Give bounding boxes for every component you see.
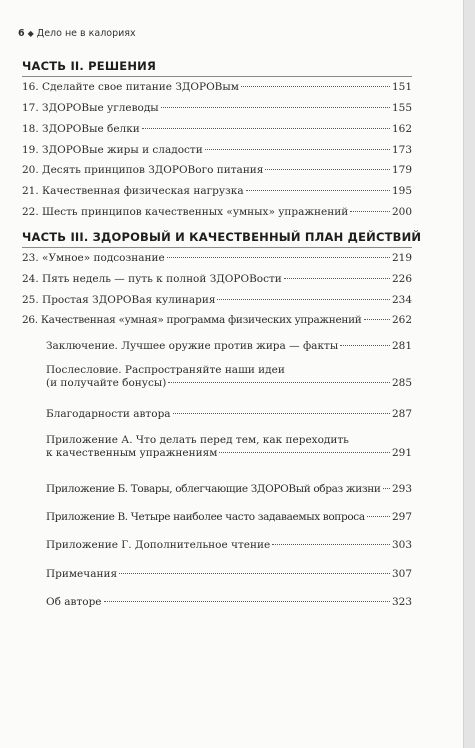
- toc-entry-label-line1: Послесловие. Распространяйте наши идеи: [46, 364, 285, 376]
- toc-entry-25[interactable]: [22, 294, 412, 307]
- book-title: Дело не в калориях: [36, 28, 136, 39]
- dot-leader: [284, 278, 390, 279]
- dot-leader: [168, 382, 390, 383]
- toc-entry-page: 303: [391, 539, 412, 551]
- toc-entry-label-line2: (и получайте бонусы): [46, 377, 167, 389]
- dot-leader: [272, 544, 390, 545]
- toc-entry-label-line1: Приложение А. Что делать перед тем, как переходить: [46, 434, 349, 446]
- part-2-rule: [22, 76, 412, 77]
- toc-entry-label: Приложение Г. Дополнительное чтение: [46, 539, 271, 551]
- toc-entry-page: 287: [391, 408, 412, 420]
- toc-entry-label: Благодарности автора: [46, 408, 171, 420]
- dot-leader: [340, 345, 390, 346]
- part-3-rule: [22, 247, 412, 248]
- toc-entry-appendix-a[interactable]: [46, 433, 412, 460]
- dot-leader: [364, 319, 390, 320]
- toc-entry-label: 19. ЗДОРОВые жиры и сладости: [22, 144, 203, 156]
- toc-entry-line2: [46, 377, 412, 390]
- dot-leader: [367, 516, 390, 517]
- toc-entry-label: 21. Качественная физическая нагрузка: [22, 185, 244, 197]
- toc-entry-label: 16. Сделайте свое питание ЗДОРОВым: [22, 81, 239, 93]
- dot-leader: [104, 601, 390, 602]
- toc-entry-22[interactable]: [22, 206, 412, 219]
- page-number: 6: [18, 28, 25, 39]
- toc-entry-page: 219: [391, 252, 412, 264]
- toc-entry-label: Об авторе: [46, 596, 102, 608]
- toc-entry-label: 17. ЗДОРОВые углеводы: [22, 102, 159, 114]
- toc-entry-label: 20. Десять принципов ЗДОРОВого питания: [22, 164, 264, 176]
- toc-entry-page: 293: [391, 483, 412, 495]
- diamond-icon: ◆: [27, 29, 34, 38]
- toc-entry-label: 18. ЗДОРОВые белки: [22, 123, 140, 135]
- toc-entry-page: 285: [391, 377, 412, 389]
- part-2-title: ЧАСТЬ II. РЕШЕНИЯ: [22, 59, 157, 73]
- toc-entry-thanks[interactable]: [46, 408, 412, 421]
- dot-leader: [241, 86, 390, 87]
- toc-entry-page: 297: [391, 511, 412, 523]
- toc-entry-page: 155: [391, 102, 412, 114]
- toc-entry-label: 26. Качественная «умная» программа физических упражнений: [22, 314, 362, 326]
- toc-entry-line2: [46, 447, 412, 460]
- toc-entry-label: 23. «Умное» подсознание: [22, 252, 165, 264]
- dot-leader: [119, 573, 390, 574]
- toc-entry-page: 234: [391, 294, 412, 306]
- dot-leader: [173, 413, 390, 414]
- toc-entry-20[interactable]: [22, 164, 412, 177]
- toc-entry-21[interactable]: [22, 185, 412, 198]
- toc-entry-notes[interactable]: [46, 568, 412, 581]
- toc-entry-label: Приложение Б. Товары, облегчающие ЗДОРОВый образ жизни: [46, 483, 381, 495]
- part-3-title: ЧАСТЬ III. ЗДОРОВЫЙ И КАЧЕСТВЕННЫЙ ПЛАН ДЕЙСТВИЙ: [22, 230, 422, 244]
- toc-entry-about[interactable]: [46, 596, 412, 609]
- toc-entry-label: 24. Пять недель — путь к полной ЗДОРОВости: [22, 273, 282, 285]
- toc-entry-page: 226: [391, 273, 412, 285]
- toc-entry-24[interactable]: [22, 273, 412, 286]
- page-edge: [463, 0, 475, 748]
- toc-entry-conclusion[interactable]: [46, 340, 412, 353]
- dot-leader: [142, 128, 390, 129]
- toc-entry-label: 22. Шесть принципов качественных «умных» упражнений: [22, 206, 349, 218]
- running-header: [18, 28, 136, 39]
- dot-leader: [167, 257, 390, 258]
- dot-leader: [265, 169, 390, 170]
- toc-entry-page: 323: [391, 596, 412, 608]
- toc-entry-16[interactable]: [22, 81, 412, 94]
- dot-leader: [219, 452, 390, 453]
- toc-entry-appendix-b[interactable]: [46, 483, 412, 496]
- toc-entry-page: 262: [391, 314, 412, 326]
- dot-leader: [383, 488, 390, 489]
- toc-entry-page: 281: [391, 340, 412, 352]
- toc-entry-18[interactable]: [22, 123, 412, 136]
- toc-entry-19[interactable]: [22, 144, 412, 157]
- dot-leader: [205, 149, 390, 150]
- toc-entry-label: Заключение. Лучшее оружие против жира — факты: [46, 340, 339, 352]
- dot-leader: [246, 190, 390, 191]
- toc-entry-page: 151: [391, 81, 412, 93]
- toc-entry-17[interactable]: [22, 102, 412, 115]
- toc-entry-23[interactable]: [22, 252, 412, 265]
- toc-entry-appendix-g[interactable]: [46, 539, 412, 552]
- toc-entry-page: 291: [391, 447, 412, 459]
- toc-entry-page: 162: [391, 123, 412, 135]
- dot-leader: [161, 107, 390, 108]
- toc-entry-page: 179: [391, 164, 412, 176]
- toc-entry-26[interactable]: [22, 314, 412, 327]
- toc-entry-page: 195: [391, 185, 412, 197]
- toc-entry-page: 307: [391, 568, 412, 580]
- dot-leader: [217, 299, 389, 300]
- dot-leader: [350, 211, 390, 212]
- toc-entry-appendix-v[interactable]: [46, 511, 412, 524]
- toc-entry-page: 173: [391, 144, 412, 156]
- toc-entry-afterword[interactable]: [46, 363, 412, 390]
- toc-entry-label: Примечания: [46, 568, 118, 580]
- toc-entry-label: Приложение В. Четыре наиболее часто задаваемых вопроса: [46, 511, 365, 523]
- toc-entry-label: 25. Простая ЗДОРОВая кулинария: [22, 294, 216, 306]
- toc-entry-page: 200: [391, 206, 412, 218]
- toc-entry-label-line2: к качественным упражнениям: [46, 447, 218, 459]
